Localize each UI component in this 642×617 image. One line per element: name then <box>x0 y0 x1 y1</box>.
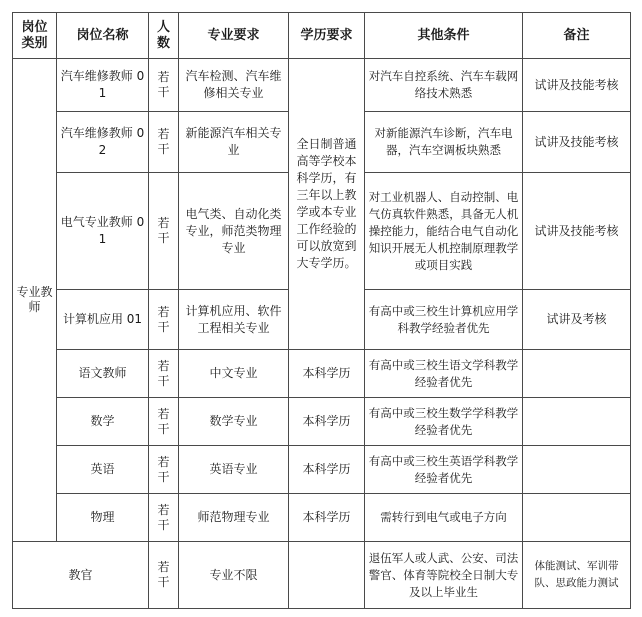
position-name: 汽车维修教师 02 <box>57 112 149 173</box>
position-other: 有高中或三校生计算机应用学科教学经验者优先 <box>365 290 523 350</box>
position-remark <box>523 398 631 446</box>
position-other: 对工业机器人、自动控制、电气仿真软件熟悉，具备无人机操控能力，能结合电气自动化知识开展无人机控制原理教学或项目实践 <box>365 173 523 290</box>
position-major: 中文专业 <box>179 350 289 398</box>
position-other: 对新能源汽车诊断，汽车电器，汽车空调板块熟悉 <box>365 112 523 173</box>
instructor-other: 退伍军人或人武、公安、司法警官、体育等院校全日制大专及以上毕业生 <box>365 542 523 609</box>
position-remark: 试讲及技能考核 <box>523 112 631 173</box>
header-education: 学历要求 <box>289 13 365 59</box>
position-remark <box>523 494 631 542</box>
position-major: 师范物理专业 <box>179 494 289 542</box>
position-name: 数学 <box>57 398 149 446</box>
position-count: 若干 <box>149 398 179 446</box>
position-count: 若干 <box>149 173 179 290</box>
position-count: 若干 <box>149 59 179 112</box>
position-count: 若干 <box>149 494 179 542</box>
position-remark: 试讲及考核 <box>523 290 631 350</box>
position-name: 物理 <box>57 494 149 542</box>
position-name: 计算机应用 01 <box>57 290 149 350</box>
table-row <box>13 446 631 494</box>
table-row <box>13 398 631 446</box>
position-count: 若干 <box>149 446 179 494</box>
header-category: 岗位类别 <box>13 13 57 59</box>
table-row <box>13 350 631 398</box>
header-name: 岗位名称 <box>57 13 149 59</box>
position-major: 计算机应用、软件工程相关专业 <box>179 290 289 350</box>
position-major: 电气类、自动化类专业，师范类物理专业 <box>179 173 289 290</box>
position-education: 本科学历 <box>289 350 365 398</box>
position-other: 需转行到电气或电子方向 <box>365 494 523 542</box>
position-remark: 试讲及技能考核 <box>523 173 631 290</box>
position-remark <box>523 350 631 398</box>
position-name: 电气专业教师 01 <box>57 173 149 290</box>
shared-education-cell: 全日制普通高等学校本科学历，有三年以上教学或本专业工作经验的可以放宽到大专学历。 <box>289 59 365 350</box>
position-other: 有高中或三校生语文学科教学经验者优先 <box>365 350 523 398</box>
position-other: 有高中或三校生英语学科教学经验者优先 <box>365 446 523 494</box>
instructor-row <box>13 542 631 609</box>
category-cell: 专业教师 <box>13 59 57 542</box>
header-remark: 备注 <box>523 13 631 59</box>
position-count: 若干 <box>149 350 179 398</box>
position-remark <box>523 446 631 494</box>
position-education: 本科学历 <box>289 494 365 542</box>
header-count: 人数 <box>149 13 179 59</box>
position-other: 有高中或三校生数学学科教学经验者优先 <box>365 398 523 446</box>
position-major: 汽车检测、汽车维修相关专业 <box>179 59 289 112</box>
position-major: 新能源汽车相关专业 <box>179 112 289 173</box>
header-other: 其他条件 <box>365 13 523 59</box>
position-other: 对汽车自控系统、汽车车载网络技术熟悉 <box>365 59 523 112</box>
instructor-count: 若干 <box>149 542 179 609</box>
position-education: 本科学历 <box>289 446 365 494</box>
instructor-category: 教官 <box>13 542 149 609</box>
header-row <box>13 13 631 59</box>
table-row <box>13 494 631 542</box>
position-name: 语文教师 <box>57 350 149 398</box>
position-major: 英语专业 <box>179 446 289 494</box>
job-requirements-table <box>12 12 631 609</box>
position-major: 数学专业 <box>179 398 289 446</box>
instructor-remark: 体能测试、军训带队、思政能力测试 <box>523 542 631 609</box>
position-name: 英语 <box>57 446 149 494</box>
instructor-education <box>289 542 365 609</box>
position-name: 汽车维修教师 01 <box>57 59 149 112</box>
position-count: 若干 <box>149 290 179 350</box>
position-remark: 试讲及技能考核 <box>523 59 631 112</box>
header-major: 专业要求 <box>179 13 289 59</box>
position-count: 若干 <box>149 112 179 173</box>
position-education: 本科学历 <box>289 398 365 446</box>
table-row <box>13 59 631 112</box>
instructor-major: 专业不限 <box>179 542 289 609</box>
